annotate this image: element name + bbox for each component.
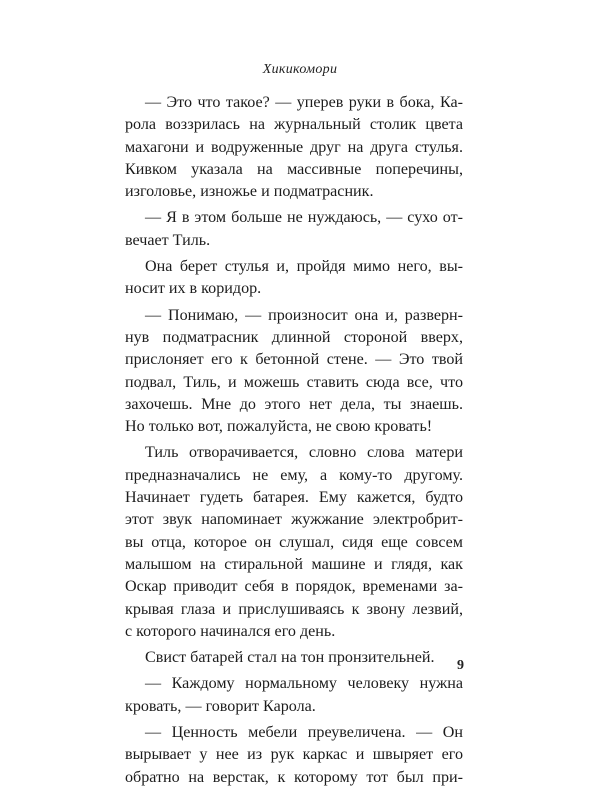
- text-line: — Это что такое? — уперев руки в бока, Ка-: [145, 94, 463, 111]
- paragraph: [125, 442, 463, 643]
- running-head: Хикикомори: [262, 62, 338, 77]
- paragraph: [125, 92, 463, 203]
- text-line: вы отца, которое он слушал, сидя еще совсем: [125, 533, 463, 551]
- paragraph: [125, 673, 463, 718]
- text-line: подвал, Тиль, и можешь ставить сюда все, что: [125, 373, 463, 391]
- text-line: нув подматрасник длинной стороной вверх,: [125, 328, 463, 346]
- text-line: вырывает у нее из рук каркас и швыряет его: [125, 746, 463, 764]
- text-line: Свист батарей стал на тон пронзительней.: [145, 649, 435, 667]
- text-line: обратно на верстак, к которому тот был при-: [125, 768, 463, 786]
- paragraph: [125, 305, 463, 439]
- paragraph: [125, 207, 463, 252]
- page-number: 9: [457, 658, 464, 673]
- text-line: вечает Тиль.: [125, 231, 211, 249]
- body-text: [125, 92, 463, 793]
- text-line: с которого начинался его день.: [125, 622, 336, 640]
- text-line: рола воззрилась на журнальный столик цвета: [125, 116, 463, 134]
- paragraph: [125, 647, 463, 669]
- text-line: захочешь. Мне до этого нет дела, ты знаешь.: [125, 395, 463, 413]
- text-line: Кивком указала на массивные поперечины,: [125, 160, 463, 178]
- text-line: малышом на стиральной машине и глядя, как: [125, 555, 463, 573]
- text-line: предназначались не ему, а кому-то другому.: [125, 466, 463, 484]
- text-line: Оскар приводит себя в порядок, временами за-: [125, 578, 463, 596]
- text-line: Тиль отворачивается, словно слова матери: [145, 444, 463, 462]
- text-line: — Ценность мебели преувеличена. — Он: [145, 724, 463, 742]
- paragraph: [125, 722, 463, 789]
- text-line: — Я в этом больше не нуждаюсь, — сухо от-: [145, 209, 463, 227]
- text-line: махагони и водруженные друг на друга стулья.: [125, 138, 463, 156]
- text-line: кровать, — говорит Карола.: [125, 697, 316, 715]
- text-line: крывая глаза и прислушиваясь к звону лезвий,: [125, 600, 463, 618]
- text-line: — Понимаю, — произносит она и, разверн-: [145, 306, 463, 324]
- text-line: изголовье, изножье и подматрасник.: [125, 183, 374, 201]
- text-line: — Каждому нормальному человеку нужна: [145, 675, 463, 693]
- text-line: Начинает гудеть батарея. Ему кажется, будто: [125, 489, 463, 507]
- text-line: носит их в коридор.: [125, 280, 262, 298]
- paragraph: [125, 256, 463, 301]
- text-line: Она берет стулья и, пройдя мимо него, вы-: [145, 258, 463, 276]
- text-line: прислоняет его к бетонной стене. — Это твой: [125, 351, 463, 369]
- text-line: этот звук напоминает жужжание электробрит-: [125, 511, 463, 529]
- text-line: Но только вот, пожалуйста, не свою кровать!: [125, 418, 433, 436]
